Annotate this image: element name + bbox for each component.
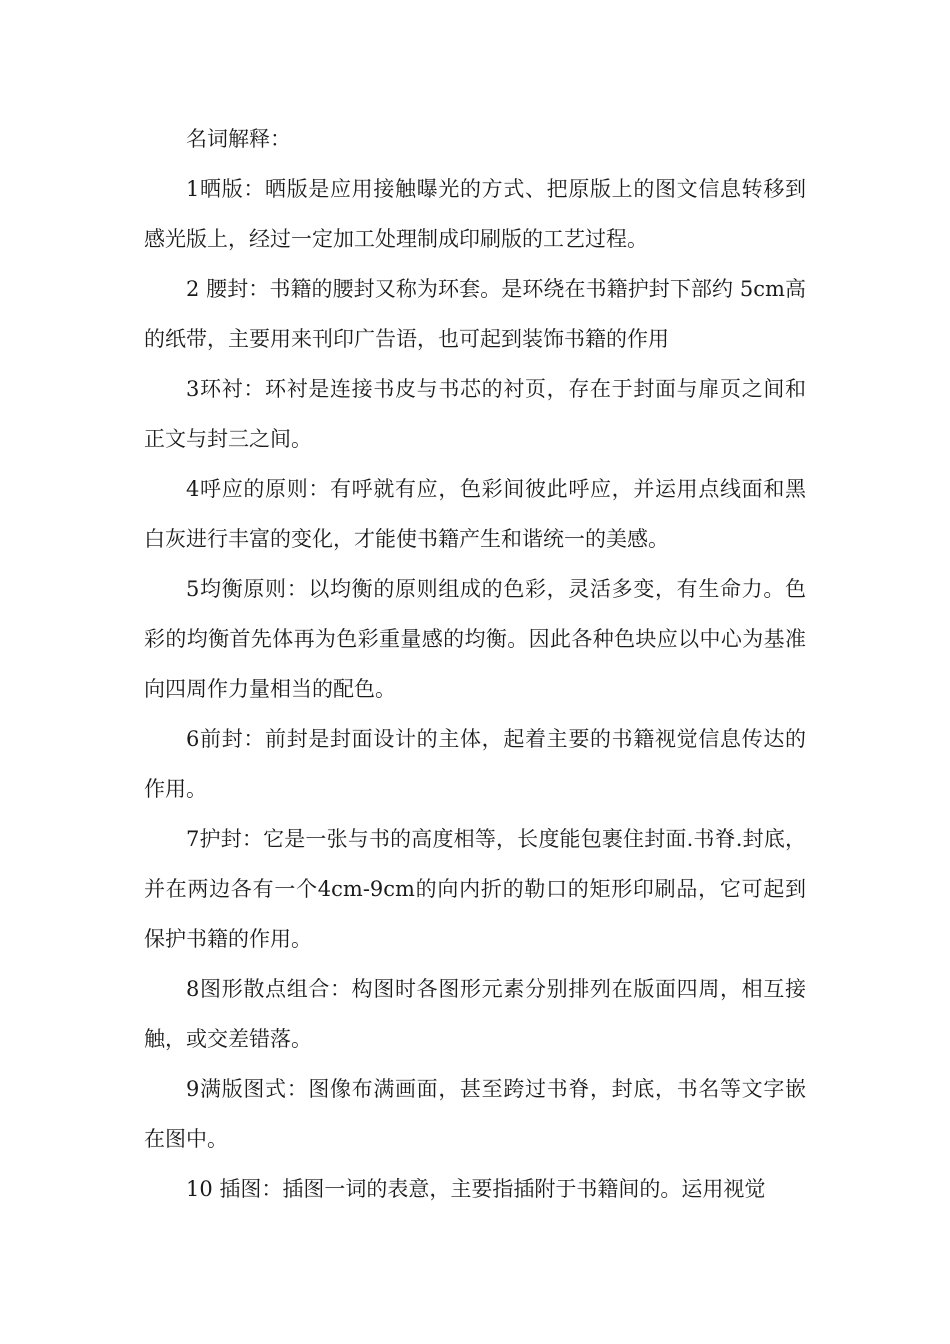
term-definition-10: 10 插图：插图一词的表意，主要指插附于书籍间的。运用视觉 (186, 1177, 766, 1201)
section-heading: 名词解释： (186, 127, 291, 151)
term-definition-6: 6前封：前封是封面设计的主体，起着主要的书籍视觉信息传达的作用。 (144, 727, 806, 801)
term-definition-3: 3环衬：环衬是连接书皮与书芯的衬页，存在于封面与扉页之间和正文与封三之间。 (144, 377, 806, 451)
term-definition-8: 8图形散点组合：构图时各图形元素分别排列在版面四周，相互接触，或交差错落。 (144, 977, 806, 1051)
term-definition-2: 2 腰封：书籍的腰封又称为环套。是环绕在书籍护封下部约 5cm高的纸带，主要用来刊印广告语，也可起到装饰书籍的作用 (144, 277, 806, 351)
term-definition-1: 1晒版：晒版是应用接触曝光的方式、把原版上的图文信息转移到感光版上，经过一定加工处理制成印刷版的工艺过程。 (144, 177, 806, 251)
term-definition-4: 4呼应的原则：有呼就有应，色彩间彼此呼应，并运用点线面和黑白灰进行丰富的变化，才能使书籍产生和谐统一的美感。 (144, 477, 806, 551)
term-definition-7: 7护封：它是一张与书的高度相等，长度能包裹住封面.书脊.封底，并在两边各有一个4cm-9cm的向内折的勒口的矩形印刷品，它可起到保护书籍的作用。 (144, 827, 806, 951)
term-definition-9: 9满版图式：图像布满画面，甚至跨过书脊，封底，书名等文字嵌在图中。 (144, 1077, 806, 1151)
document-body (144, 114, 806, 1214)
term-definition-5: 5均衡原则：以均衡的原则组成的色彩，灵活多变，有生命力。色彩的均衡首先体再为色彩重量感的均衡。因此各种色块应以中心为基准向四周作力量相当的配色。 (144, 577, 806, 701)
